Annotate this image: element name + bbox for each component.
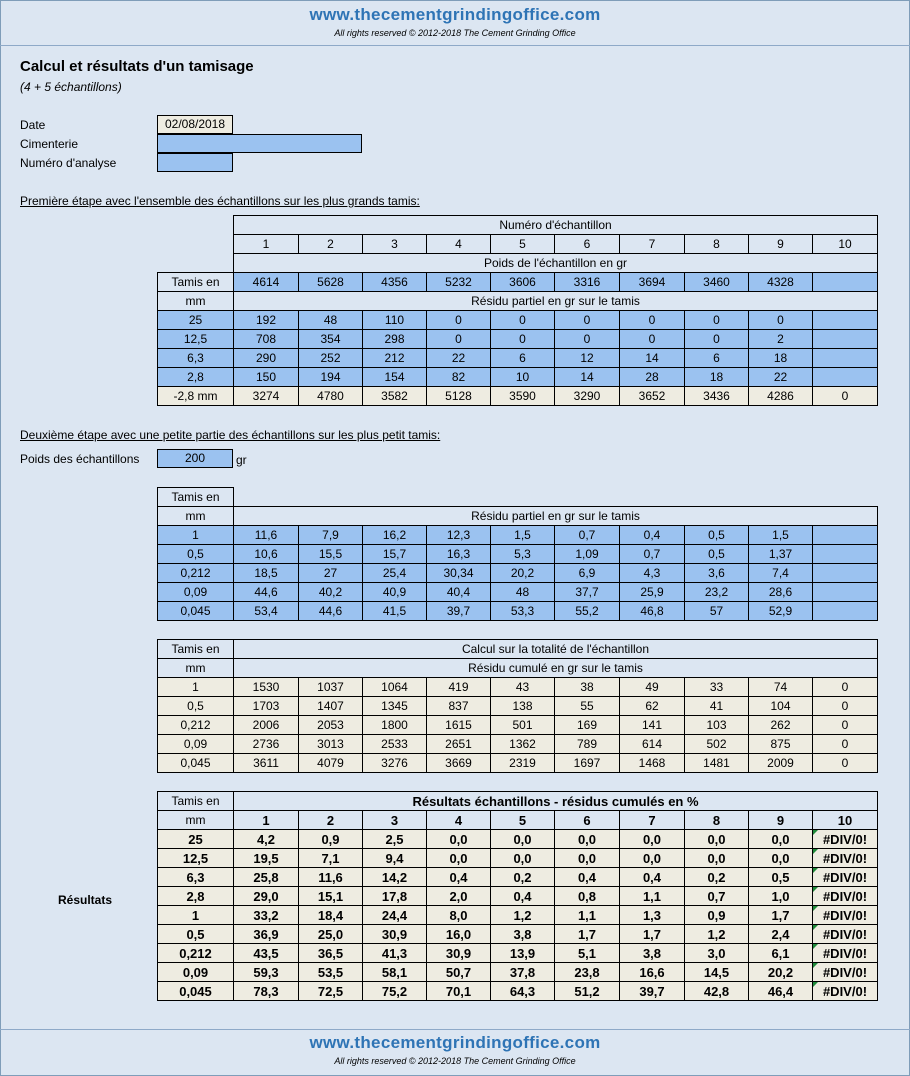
analysis-field[interactable] [157, 153, 233, 172]
table-row: 12,5 19,5 7,1 9,4 0,0 0,0 0,0 0,0 0,0 0,0 #DIV/0! [158, 849, 878, 868]
cumulative-header: Résidu cumulé en gr sur le tamis [234, 659, 878, 678]
table-row: 0,09 59,3 53,5 58,1 50,7 37,8 23,8 16,6 14,5 20,2 #DIV/0! [158, 963, 878, 982]
sieve-label: Tamis en [158, 792, 234, 811]
table-row: 1 33,2 18,4 24,4 8,0 1,2 1,1 1,3 0,9 1,7 #DIV/0! [158, 906, 878, 925]
table-row: 6,3 25,8 11,6 14,2 0,4 0,2 0,4 0,4 0,2 0,5 #DIV/0! [158, 868, 878, 887]
table-row: 0,212 43,5 36,5 41,3 30,9 13,9 5,1 3,8 3,0 6,1 #DIV/0! [158, 944, 878, 963]
results-header: Résultats échantillons - résidus cumulés en % [234, 792, 878, 811]
site-link[interactable]: www.thecementgrindingoffice.com [309, 5, 601, 24]
table-row: 0,212 2006 2053 1800 1615 501 169 141 103 262 0 [158, 716, 878, 735]
sieve-unit: mm [158, 292, 234, 311]
calc-header: Calcul sur la totalité de l'échantillon [234, 640, 878, 659]
table-row: 0,045 3611 4079 3276 3669 2319 1697 1468 1481 2009 0 [158, 754, 878, 773]
table-row: -2,8 mm 3274 4780 3582 5128 3590 3290 3652 3436 4286 0 [158, 387, 878, 406]
footer-divider [0, 1029, 910, 1030]
step2-heading: Deuxième étape avec une petite partie des échantillons sur les plus petit tamis: [20, 428, 441, 442]
sample-number-row: mm 1 2 3 4 5 6 7 8 9 10 [158, 811, 878, 830]
table-row[interactable]: 25 192 48 110 0 0 0 0 0 0 [158, 311, 878, 330]
header-divider [0, 45, 910, 46]
sieve-unit: mm [158, 507, 234, 526]
date-field[interactable]: 02/08/2018 [157, 115, 233, 134]
calc-table [157, 639, 878, 773]
sample-weight-label: Poids des échantillons [20, 452, 140, 466]
sieve-label: Tamis en [158, 273, 234, 292]
step1-heading: Première étape avec l'ensemble des échantillons sur les plus grands tamis: [20, 194, 420, 208]
plant-label: Cimenterie [20, 137, 79, 151]
table-row[interactable]: 0,09 44,6 40,2 40,9 40,4 48 37,7 25,9 23,2 28,6 [158, 583, 878, 602]
table-row: 1 1530 1037 1064 419 43 38 49 33 74 0 [158, 678, 878, 697]
table-row[interactable]: 0,045 53,4 44,6 41,5 39,7 53,3 55,2 46,8 57 52,9 [158, 602, 878, 621]
table-row[interactable]: 6,3 290 252 212 22 6 12 14 6 18 [158, 349, 878, 368]
sample-number-row: 1 2 3 4 5 6 7 8 9 10 [158, 235, 878, 254]
footer-copyright: All rights reserved © 2012-2018 The Cement Grinding Office [334, 1056, 576, 1066]
page-subtitle: (4 + 5 échantillons) [20, 80, 122, 94]
sieve-unit: mm [158, 811, 234, 830]
sample-number-header: Numéro d'échantillon [234, 216, 878, 235]
date-label: Date [20, 118, 46, 132]
table-row: 0,09 2736 3013 2533 2651 1362 789 614 502 875 0 [158, 735, 878, 754]
table-row: 0,5 36,9 25,0 30,9 16,0 3,8 1,7 1,7 1,2 2,4 #DIV/0! [158, 925, 878, 944]
weight-row[interactable]: Tamis en 4614 5628 4356 5232 3606 3316 3694 3460 4328 [158, 273, 878, 292]
step1-table [157, 215, 878, 406]
copyright: All rights reserved © 2012-2018 The Cement Grinding Office [334, 28, 576, 38]
analysis-label: Numéro d'analyse [20, 156, 117, 170]
table-row: 25 4,2 0,9 2,5 0,0 0,0 0,0 0,0 0,0 0,0 #DIV/0! [158, 830, 878, 849]
step2-table [157, 487, 878, 621]
page-title: Calcul et résultats d'un tamisage [20, 58, 254, 75]
sample-weight-field[interactable]: 200 [157, 449, 233, 468]
table-row[interactable]: 12,5 708 354 298 0 0 0 0 0 2 [158, 330, 878, 349]
table-row[interactable]: 2,8 150 194 154 82 10 14 28 18 22 [158, 368, 878, 387]
weight-header: Poids de l'échantillon en gr [234, 254, 878, 273]
table-row[interactable]: 0,212 18,5 27 25,4 30,34 20,2 6,9 4,3 3,6 7,4 [158, 564, 878, 583]
header [0, 5, 910, 38]
footer [0, 1033, 910, 1066]
sieve-unit: mm [158, 659, 234, 678]
sieve-label: Tamis en [158, 488, 234, 507]
table-row[interactable]: 1 11,6 7,9 16,2 12,3 1,5 0,7 0,4 0,5 1,5 [158, 526, 878, 545]
footer-site-link[interactable]: www.thecementgrindingoffice.com [309, 1033, 601, 1052]
results-label: Résultats [58, 893, 113, 907]
table-row: 2,8 29,0 15,1 17,8 2,0 0,4 0,8 1,1 0,7 1,0 #DIV/0! [158, 887, 878, 906]
residue-header: Résidu partiel en gr sur le tamis [234, 292, 878, 311]
plant-field[interactable] [157, 134, 362, 153]
table-row: 0,045 78,3 72,5 75,2 70,1 64,3 51,2 39,7 42,8 46,4 #DIV/0! [158, 982, 878, 1001]
table-row: 0,5 1703 1407 1345 837 138 55 62 41 104 0 [158, 697, 878, 716]
sample-weight-unit: gr [236, 453, 247, 467]
table-row[interactable]: 0,5 10,6 15,5 15,7 16,3 5,3 1,09 0,7 0,5 1,37 [158, 545, 878, 564]
results-table [157, 791, 878, 1001]
residue-header: Résidu partiel en gr sur le tamis [234, 507, 878, 526]
sieve-label: Tamis en [158, 640, 234, 659]
